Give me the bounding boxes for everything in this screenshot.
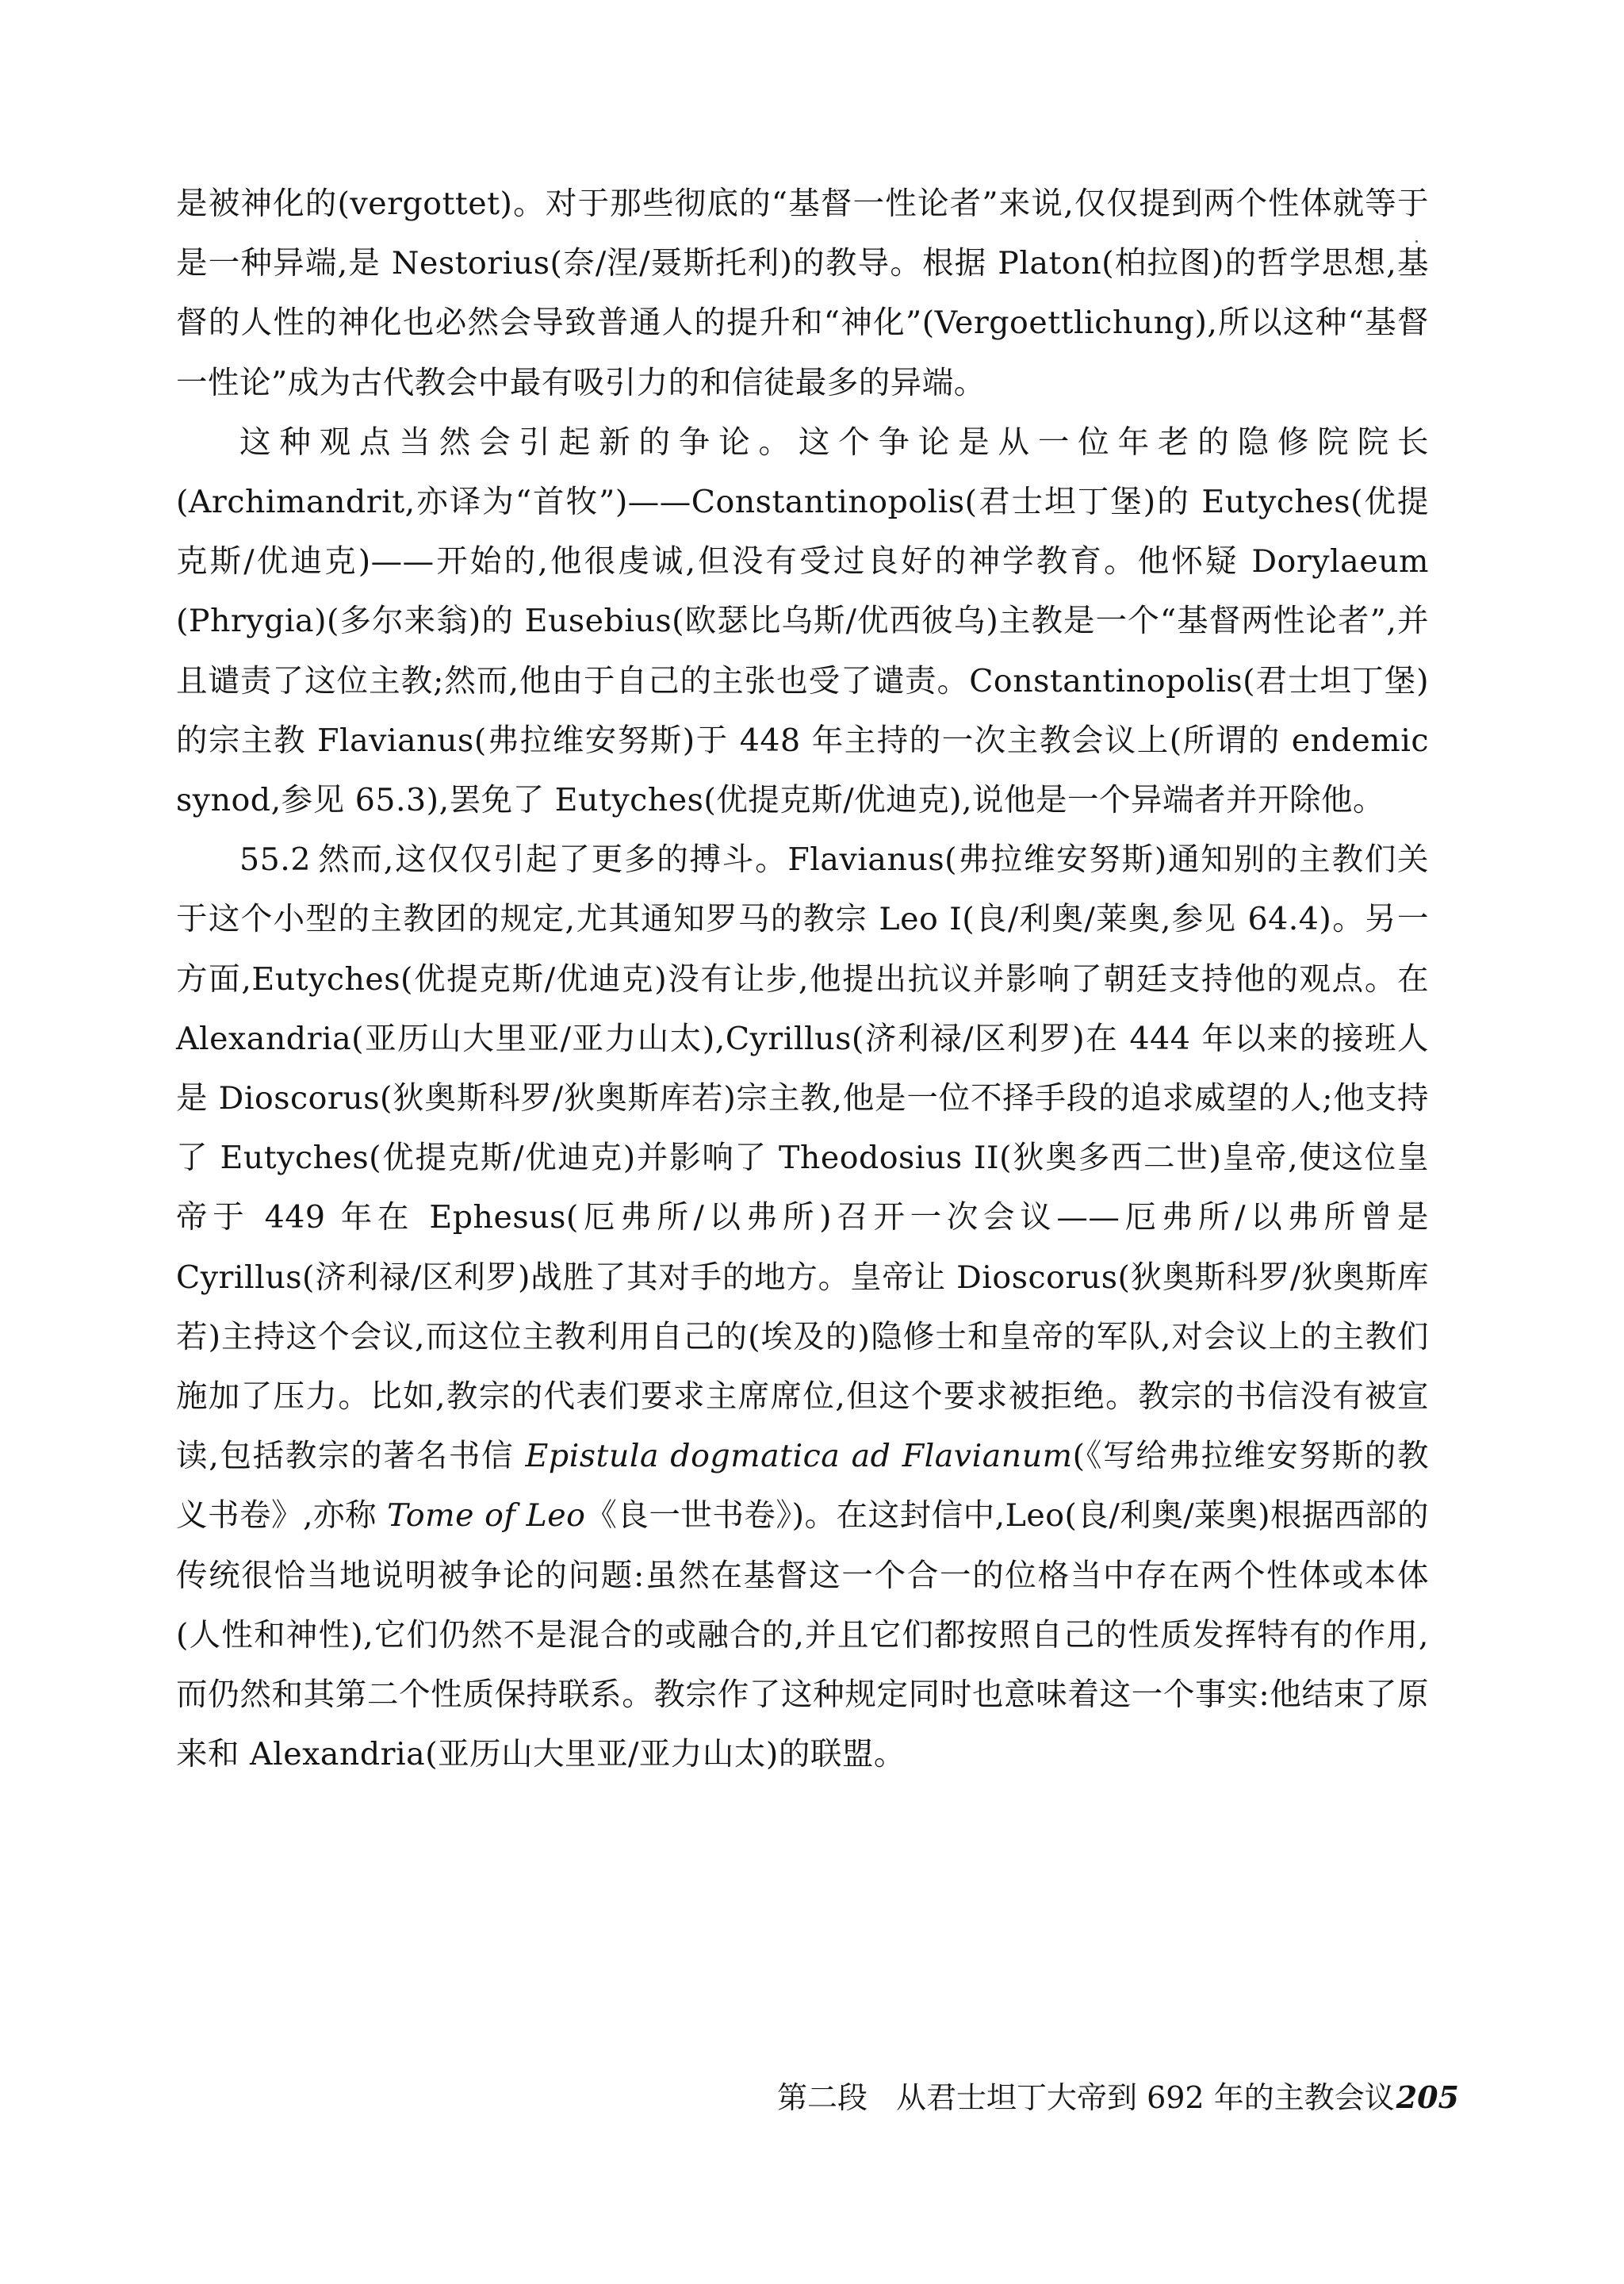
book-title-latin: Epistula dogmatica ad Flavianum xyxy=(525,1438,1073,1475)
paragraph-text: 是被神化的(vergottet)。对于那些彻底的“基督一性论者”来说,仅仅提到两个性体就等于是一种异端,是 Nestorius(奈/涅/聂斯托利)的教导。根据 Platon(柏拉图)的哲学思想,基督的人性的神化也必然会导致普通人的提升和“神化”(Vergoettlichung),所以这种“基督一性论”成为古代教会中最有吸引力的和信徒最多的异端。 xyxy=(176,186,1429,401)
paragraph-text: (《写给弗拉维安努斯的教义书卷》,亦称 xyxy=(176,1438,1429,1535)
page-body xyxy=(176,174,1429,1784)
running-footer xyxy=(777,2074,1459,2121)
paragraph xyxy=(176,830,1429,1784)
print-speck xyxy=(1415,240,1418,243)
paragraph-text: 《良一世书卷》)。在这封信中,Leo(良/利奥/莱奥)根据西部的传统很恰当地说明被争论的问题:虽然在基督这一个合一的位格当中存在两个性体或本体(人性和神性),它们仍然不是混合的或融合的,并且它们都按照自己的性质发挥特有的作用,而仍然和其第二个性质保持联系。教宗作了这种规定同时也意味着这一个事实:他结束了原来和 Alexandria(亚历山大里亚/亚力山太)的联盟。 xyxy=(176,1497,1429,1773)
paragraph-text: 这种观点当然会引起新的争论。这个争论是从一位年老的隐修院院长(Archimandrit,亦译为“首牧”)——Constantinopolis(君士坦丁堡)的 Eutyches(优提克斯/优迪克)——开始的,他很虔诚,但没有受过良好的神学教育。他怀疑 Dorylaeum (Phrygia)(多尔来翁)的 Eusebius(欧瑟比乌斯/优西彼乌)主教是一个“基督两性论者”,并且谴责了这位主教;然而,他由于自己的主张也受了谴责。Constantinopolis(君士坦丁堡)的宗主教 Flavianus(弗拉维安努斯)于 448 年主持的一次主教会议上(所谓的 endemic synod,参见 65.3),罢免了 Eutyches(优提克斯/优迪克),说他是一个异端者并开除他。 xyxy=(176,423,1429,819)
page-number: 205 xyxy=(1396,2079,1459,2115)
paragraph-text: 然而,这仅仅引起了更多的搏斗。Flavianus(弗拉维安努斯)通知别的主教们关于这个小型的主教团的规定,尤其通知罗马的教宗 Leo I(良/利奥/莱奥,参见 64.4)。另一方面,Eutyches(优提克斯/优迪克)没有让步,他提出抗议并影响了朝廷支持他的观点。在 Alexandria(亚历山大里亚/亚力山太),Cyrillus(济利禄/区利罗)在 444 年以来的接班人是 Dioscorus(狄奥斯科罗/狄奥斯库若)宗主教,他是一位不择手段的追求威望的人;他支持了 Eutyches(优提克斯/优迪克)并影响了 Theodosius II(狄奥多西二世)皇帝,使这位皇帝于 449 年在 Ephesus(厄弗所/以弗所)召开一次会议——厄弗所/以弗所曾是 Cyrillus(济利禄/区利罗)战胜了其对手的地方。皇帝让 Dioscorus(狄奥斯科罗/狄奥斯库若)主持这个会议,而这位主教利用自己的(埃及的)隐修士和皇帝的军队,对会议上的主教们施加了压力。比如,教宗的代表们要求主席席位,但这个要求被拒绝。教宗的书信没有被宣读,包括教宗的著名书信 xyxy=(176,841,1429,1475)
footer-section: 第二段 xyxy=(777,2080,868,2115)
book-title-english: Tome of Leo xyxy=(387,1497,586,1535)
footer-title: 从君士坦丁大帝到 692 年的主教会议 xyxy=(896,2080,1395,2115)
paragraph xyxy=(176,413,1429,830)
section-number: 55.2 xyxy=(239,841,311,879)
paragraph xyxy=(176,174,1429,413)
